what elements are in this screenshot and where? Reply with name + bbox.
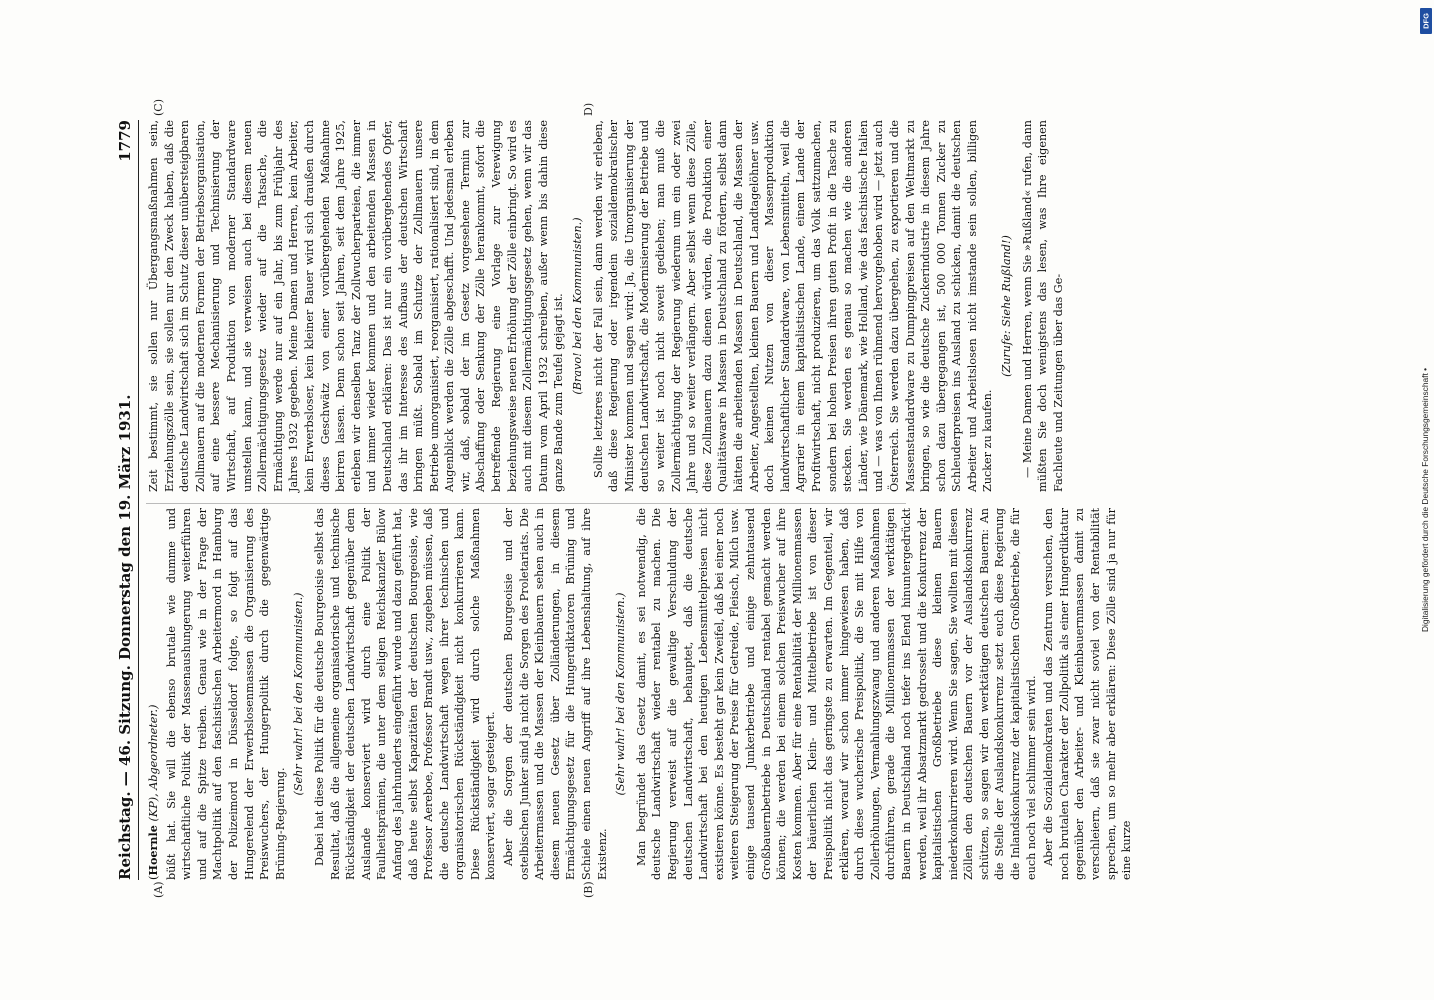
speaker-line: (Hoernle (KP), Abgeordneter.)	[146, 704, 160, 880]
margin-marker-d: D)	[582, 102, 595, 116]
margin-marker-a: (A)	[152, 881, 165, 898]
rotated-page	[112, 100, 1322, 900]
interjection: (Zurufe: Siehe Rußland!)	[1000, 235, 1014, 377]
header-title: Reichstag. — 46. Sitzung. Donnerstag den 19. März 1931.	[116, 394, 134, 880]
paragraph: Sollte letzteres nicht der Fall sein, dann werden wir erleben, daß diese Regierung oder irgendein sozialdemokratischer Minister kommen und sagen wird: Ja, die Umorganisierung der deutschen Landwirtschaft, die Modernisierung der Betriebe und so weiter ist noch nicht soweit gediehen; man muß die Zollermächtigung der Regierung wiederum um ein oder zwei Jahre und so weiter verlängern. Aber selbst wenn diese Zölle, diese Zollmauern dazu dienen würden, die Produktion einer Qualitätsware in Massen in Deutschland zu fördern, selbst dann hätten die arbeitenden Massen in Deutschland, die Massen der Arbeiter, Angestellten, kleinen Bauern und Landtagelöhner usw. doch keinen Nutzen von dieser Massenproduktion landwirtschaftlicher Standardware, von Lebensmitteln, weil die Agrarier in einem kapitalistischen Lande, einem Lande der Profitwirtschaft, nicht produzieren, um das Volk sattzumachen, sondern bei hohen Preisen ihren guten Profit in die Tasche zu stecken. Sie werden es genau so machen wie die anderen Länder, wie Dänemark, wie Holland, wie das faschistische Italien und — was von Ihnen rühmend hervorgehoben wird — jetzt auch Österreich. Sie werden dazu übergehen, zu exportieren und die Massenstandardware zu Dumpingpreisen auf den Weltmarkt zu bringen, so wie die deutsche Zuckerindustrie in diesem Jahre schon dazu übergegangen ist, 500 000 Tonnen Zucker zu Schleuderpreisen ins Ausland zu schicken, damit die deutschen Arbeiter und Arbeitslosen nicht imstande sein sollen, billigen Zucker zu kaufen.	[591, 120, 995, 492]
page-header	[112, 120, 139, 880]
margin-marker-c: (C)	[152, 99, 165, 116]
page-number: 1779	[116, 120, 134, 162]
margin-marker-b: (B)	[582, 881, 595, 898]
interjection: (Bravo! bei den Kommunisten.)	[571, 217, 585, 395]
digitization-credit	[1418, 8, 1432, 992]
dfg-logo-text: DFG	[1421, 13, 1431, 29]
paragraph: Dabei hat diese Politik für die deutsche Bourgeoisie selbst das Resultat, daß die allgemeine organisatorische und technische Rückständigkeit der deutschen Landwirtschaft gegenüber dem Auslande konserviert wird durch eine Politik der Faulheitsprämien, die unter dem seligen Reichskanzler Bülow Anfang des Jahrhunderts eingeführt wurde und dazu geführt hat, daß heute selbst Kapazitäten der deutschen Bourgeoisie, wie Professor Aereboe, Professor Brandt usw., zugeben müssen, daß die deutsche Landwirtschaft wegen ihrer technischen und organisatorischen Rückständigkeit nicht konkurrieren kann. Diese Rückständigkeit wird durch solche Maßnahmen konserviert, sogar gesteigert.	[312, 508, 498, 880]
interjection: (Sehr wahr! bei den Kommunisten.)	[292, 592, 306, 796]
paragraph: — Meine Damen und Herren, wenn Sie »Rußland« rufen, dann müßten Sie doch wenigstens das lesen, was Ihre eigenen Fachleute und Zeitungen über das Ge-	[1020, 120, 1065, 492]
speaker-name: Hoernle	[146, 825, 160, 876]
credit-text: Digitalisierung gefördert durch die Deutsche Forschungsgemeinschaft •	[1420, 367, 1430, 633]
paragraph: Zeit bestimmt, sie sollen nur Übergangsmaßnahmen sein, Erziehungszölle sein, sie sollen nur den Zweck haben, daß die deutsche Landwirtschaft sich im Schutz dieser unübersteigbaren Zollmauern auf die modernen Formen der Betriebsorganisation, auf eine bessere Mechanisierung und Technisierung der Wirtschaft, auf Produktion von moderner Standardware umstellen kann, und sie verweisen auch bei diesem neuen Zollermächtigungsgesetz wieder auf die Tatsache, die Ermächtigung werde nur auf ein Jahr, bis zum Frühjahr des Jahres 1932 gegeben. Meine Damen und Herren, kein Arbeiter, kein Erwerbsloser, kein kleiner Bauer wird sich draußen durch dieses Geschwätz von einer vorübergehenden Maßnahme beirren lassen. Denn schon seit Jahren, seit dem Jahre 1925, erleben wir denselben Tanz der Zollwucherparteien, die immer und immer wieder kommen und den arbeitenden Massen in Deutschland erklären: Das ist nur ein vorübergehendes Opfer, das ihr im Interesse des Aufbaus der deutschen Wirtschaft bringen müßt. Sobald im Schutze der Zollmauern unsere Betriebe umorganisiert, reorganisiert, rationalisiert sind, in dem Augenblick werden die Zölle abgeschafft. Und jedesmal erleben wir, daß, sobald der im Gesetz vorgesehene Termin zur Abschaffung oder Senkung der Zölle herankommt, sofort die betreffende Regierung eine Vorlage zur Verewigung beziehungsweise neuen Erhöhung der Zölle einbringt. So wird es auch mit diesem Zollermächtigungsgesetz gehen, wenn wir das Datum vom April 1932 schreiben, außer wenn bis dahin diese ganze Bande zum Teufel gejagt ist.	[147, 120, 566, 492]
paragraph: büßt hat. Sie will die ebenso brutale wie dumme und wirtschaftliche Politik der Massenaushungerung weiterführen und auf die Spitze treiben. Genau wie in der Frage der Machtpolitik auf den faschistischen Arbeitermord in Hamburg der Polizeimord in Düsseldorf folgte, so folgt auf das Hungerelend der Erwerbslosenmassen die Organisierung des Preiswuchers, der Hungerpolitik durch die gegenwärtige Brüning-Regierung.	[164, 508, 287, 880]
paragraph: Aber die Sorgen der deutschen Bourgeoisie und der ostelbischen Junker sind ja nicht die Sorgen des Proletariats. Die Arbeitermassen und die Massen der Kleinbauern sehen auch in diesem neuen Gesetz über Zolländerungen, in diesem Ermächtigungsgesetz für die Hungerdiktatoren Brüning und Schiele einen neuen Angriff auf ihre Lebenshaltung, auf ihre Existenz.	[502, 508, 609, 880]
speaker-party: (KP), Abgeordneter.)	[147, 704, 160, 822]
interjection: (Sehr wahr! bei den Kommunisten.)	[614, 592, 628, 796]
column-divider	[146, 503, 906, 504]
left-column	[146, 508, 1137, 880]
right-column	[146, 120, 1068, 492]
paragraph: Man begründet das Gesetz damit, es sei notwendig, die deutsche Landwirtschaft wieder rentabel zu machen. Die Regierung verweist auf die gewaltige Verschuldung der deutschen Landwirtschaft, behauptet, daß die deutsche Landwirtschaft bei den heutigen Lebensmittelpreisen nicht existieren könne. Es besteht gar kein Zweifel, daß bei einer noch weiteren Steigerung der Preise für Getreide, Fleisch, Milch usw. einige tausend Junkerbetriebe und einige zehntausend Großbauernbetriebe in Deutschland rentabel gemacht werden können; die werden bei einem solchen Preiswucher auf ihre Kosten kommen. Aber für eine Rentabilität der Millionenmassen der bäuerlichen Klein- und Mittelbetriebe ist von dieser Preispolitik nicht das geringste zu erwarten. Im Gegenteil, wir erklären, worauf wir schon immer hingewiesen haben, daß durch diese wucherische Preispolitik, die Sie mit Hilfe von Zollerhöhungen, Vermahlungszwang und anderen Maßnahmen durchführen, gerade die Millionenmassen der werktätigen Bauern in Deutschland noch tiefer ins Elend hinuntergedrückt werden, weil ihr Absatzmarkt gedrosselt und die Konkurrenz der kapitalistischen Großbetriebe diese kleinen Bauern niederkonkurrieren wird. Wenn Sie sagen, Sie wollten mit diesen Zöllen den deutschen Bauern vor der Auslandskonkurrenz schützen, so sagen wir den werktätigen deutschen Bauern: An die Stelle der Auslandskonkurrenz setzt euch diese Regierung die Inlandskonkurrenz der kapitalistischen Großbetriebe, die für euch noch viel schlimmer sein wird.	[634, 508, 1038, 880]
paragraph: Aber die Sozialdemokraten und das Zentrum versuchen, den noch brutalen Charakter der Zollpolitik als einer Hungerdiktatur gegenüber den Arbeiter- und Kleinbauernmassen damit zu verschleiern, daß sie zwar nicht soviel von der Rentabilität sprechen, um so mehr aber erklären: Diese Zölle sind ja nur für eine kurze	[1042, 508, 1134, 880]
